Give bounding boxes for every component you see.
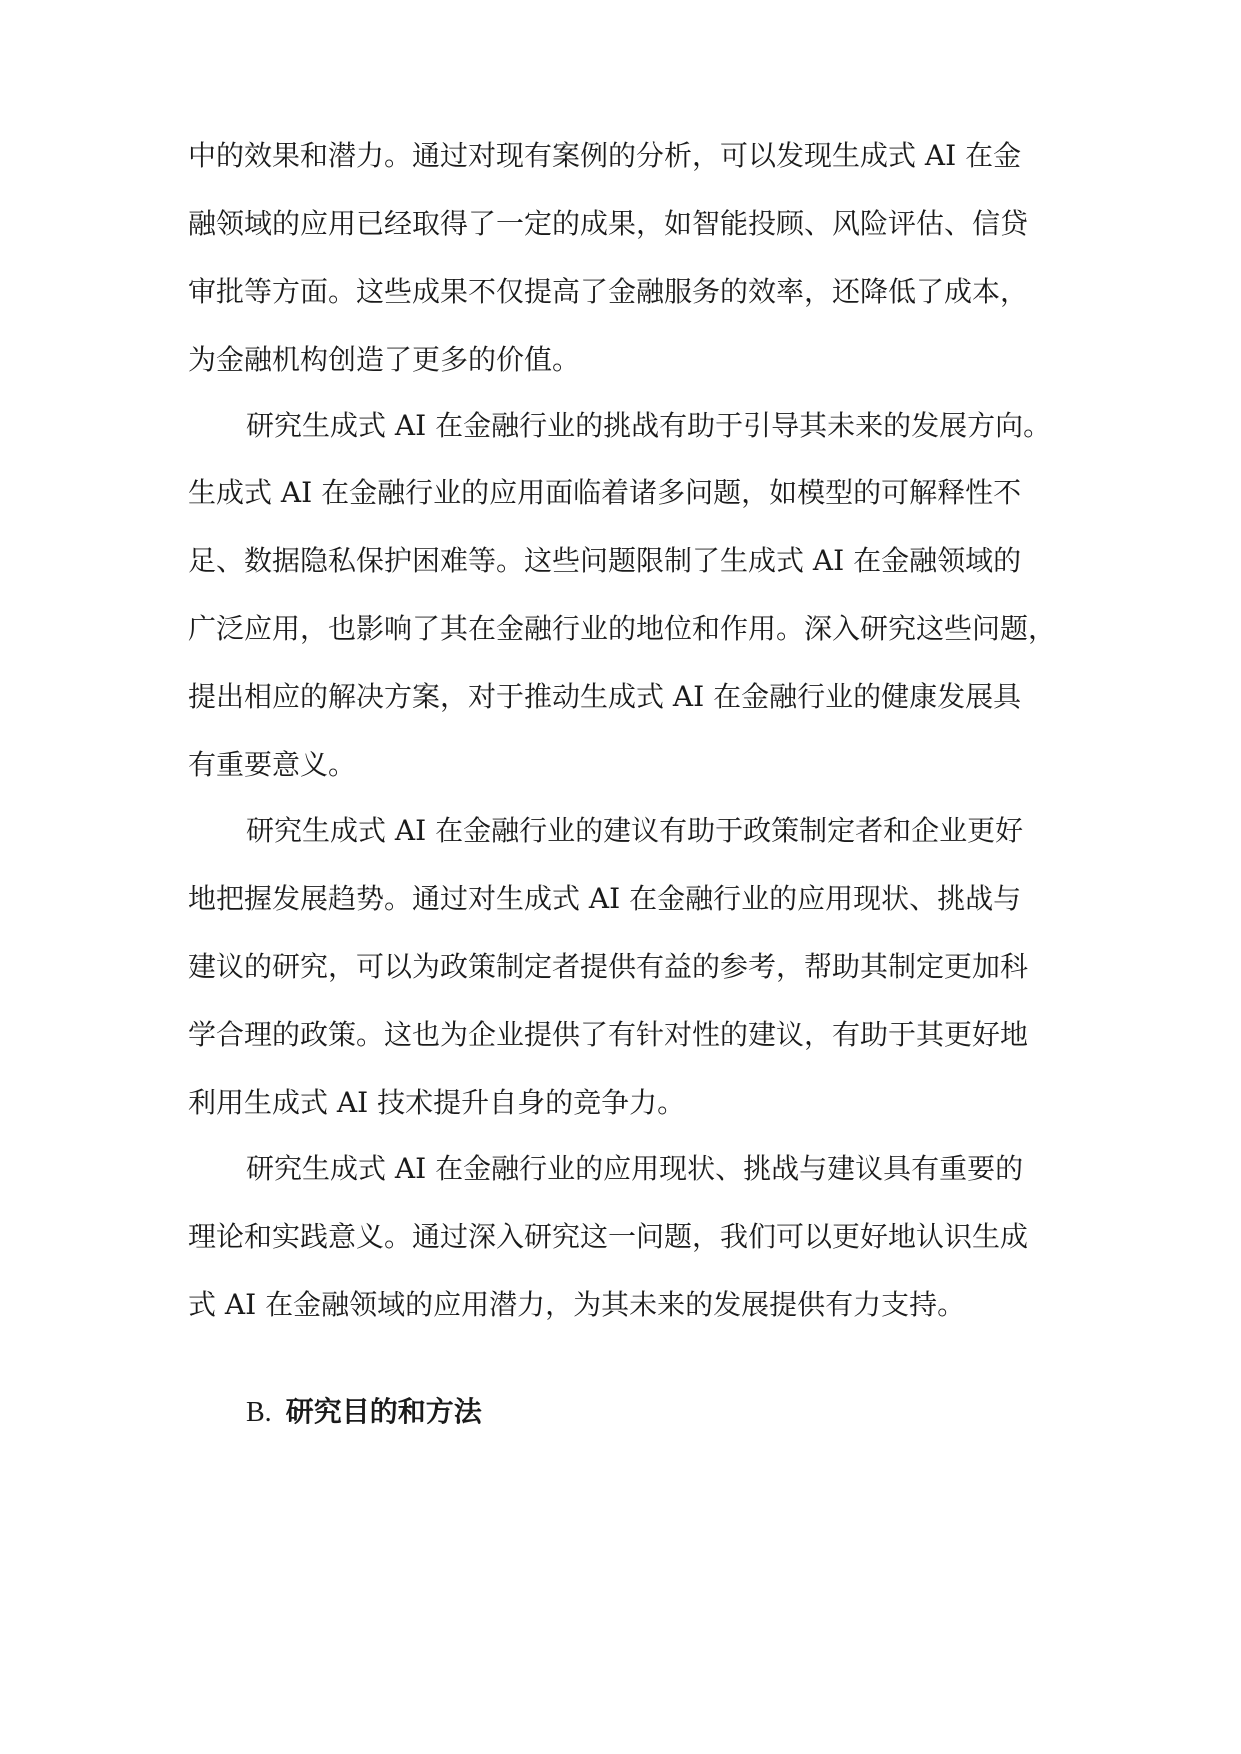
paragraph-2-line-5: 提出相应的解决方案，对于推动生成式 AI 在金融行业的健康发展具: [188, 680, 1022, 713]
paragraph-3-line-3: 建议的研究，可以为政策制定者提供有益的参考，帮助其制定更加科: [188, 950, 1029, 983]
section-heading: [246, 1394, 482, 1431]
paragraph-1-line-2: 融领域的应用已经取得了一定的成果，如智能投顾、风险评估、信贷: [188, 207, 1029, 240]
section-number: B.: [246, 1397, 272, 1428]
paragraph-2-line-4: 广泛应用，也影响了其在金融行业的地位和作用。深入研究这些问题，: [188, 612, 1057, 645]
paragraph-2-line-2: 生成式 AI 在金融行业的应用面临着诸多问题，如模型的可解释性不: [188, 476, 1022, 509]
paragraph-1-line-3: 审批等方面。这些成果不仅提高了金融服务的效率，还降低了成本，: [188, 275, 1029, 308]
paragraph-4-line-1: 研究生成式 AI 在金融行业的应用现状、挑战与建议具有重要的: [246, 1152, 1024, 1185]
paragraph-3-line-4: 学合理的政策。这也为企业提供了有针对性的建议，有助于其更好地: [188, 1018, 1029, 1051]
section-title: 研究目的和方法: [285, 1395, 482, 1428]
paragraph-1-line-4: 为金融机构创造了更多的价值。: [188, 343, 581, 376]
paragraph-1-line-1: 中的效果和潜力。通过对现有案例的分析，可以发现生成式 AI 在金: [188, 139, 1022, 172]
paragraph-2-line-1: 研究生成式 AI 在金融行业的挑战有助于引导其未来的发展方向。: [246, 409, 1052, 442]
paragraph-4-line-3: 式 AI 在金融领域的应用潜力，为其未来的发展提供有力支持。: [188, 1288, 966, 1321]
paragraph-2-line-6: 有重要意义。: [188, 748, 357, 781]
paragraph-3-line-2: 地把握发展趋势。通过对生成式 AI 在金融行业的应用现状、挑战与: [188, 882, 1022, 915]
paragraph-2-line-3: 足、数据隐私保护困难等。这些问题限制了生成式 AI 在金融领域的: [188, 544, 1022, 577]
paragraph-4-line-2: 理论和实践意义。通过深入研究这一问题，我们可以更好地认识生成: [188, 1220, 1029, 1253]
paragraph-3-line-5: 利用生成式 AI 技术提升自身的竞争力。: [188, 1086, 686, 1119]
paragraph-3-line-1: 研究生成式 AI 在金融行业的建议有助于政策制定者和企业更好: [246, 814, 1024, 847]
